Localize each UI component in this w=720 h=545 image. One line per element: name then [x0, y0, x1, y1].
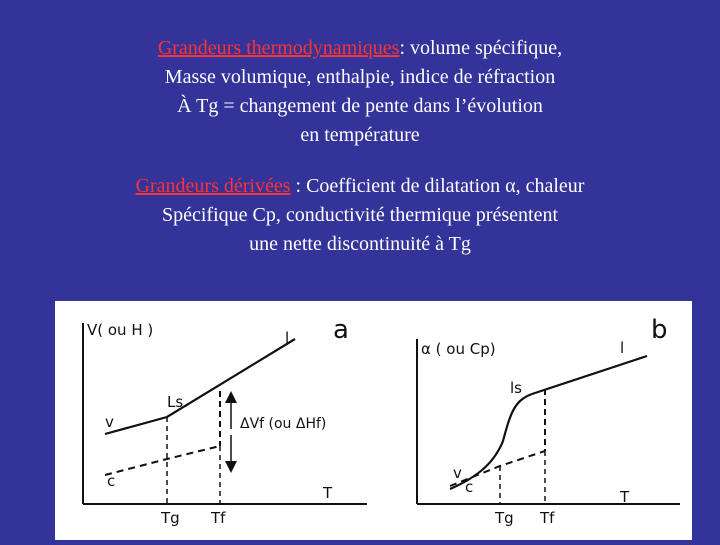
panel-a: [83, 315, 367, 527]
panel-b: [417, 315, 680, 527]
panel-b-label-ls: ls: [510, 379, 522, 397]
panel-a-y-label: V( ou H ): [87, 321, 154, 339]
panel-b-x-label: T: [620, 488, 630, 506]
block1-line4: en température: [300, 124, 420, 146]
block1-line2: Masse volumique, enthalpie, indice de réfraction: [164, 66, 556, 88]
block1-line3: À Tg = changement de pente dans l’évolution: [177, 95, 543, 117]
panel-a-label-l: l: [285, 329, 290, 347]
panel-a-letter: a: [333, 315, 349, 345]
derived-quantities-text: [0, 172, 720, 259]
panel-b-label-l: l: [620, 339, 625, 357]
figure-svg: [55, 301, 692, 540]
panel-a-x-label: T: [323, 484, 333, 502]
panel-b-label-c: c: [465, 478, 474, 496]
panel-b-y-label: α ( ou Cp): [421, 340, 496, 358]
glass-transition-figure: [55, 301, 692, 540]
panel-a-label-ls: Ls.: [167, 393, 188, 411]
panel-a-crystal-line: [105, 446, 220, 475]
block2-line3: une nette discontinuité à Tg: [249, 233, 471, 255]
panel-b-tick-tg: Tg: [495, 509, 514, 527]
panel-b-tick-tf: Tf: [540, 509, 555, 527]
panel-b-label-v: v: [453, 464, 462, 482]
derived-quantities-heading: Grandeurs dérivées: [135, 175, 291, 197]
panel-a-label-v: v: [105, 413, 114, 431]
block1-line1-rest: : volume spécifique,: [399, 37, 563, 59]
thermodynamic-quantities-text: [0, 34, 720, 150]
panel-a-delta-label: ΔVf (ou ΔHf): [240, 416, 327, 432]
block2-line1: [0, 172, 720, 201]
thermodynamic-quantities-heading: Grandeurs thermodynamiques: [157, 37, 400, 59]
panel-a-label-c: c: [107, 472, 116, 490]
panel-a-tick-tg: Tg: [161, 509, 180, 527]
panel-a-tick-tf: Tf: [211, 509, 226, 527]
panel-b-liquid-glass-curve: [450, 356, 647, 489]
block1-line1: [0, 34, 720, 63]
block2-line1-rest: : Coefficient de dilatation α, chaleur: [290, 175, 585, 197]
panel-b-letter: b: [651, 315, 668, 345]
block2-line2: Spécifique Cp, conductivité thermique présentent: [162, 204, 558, 226]
